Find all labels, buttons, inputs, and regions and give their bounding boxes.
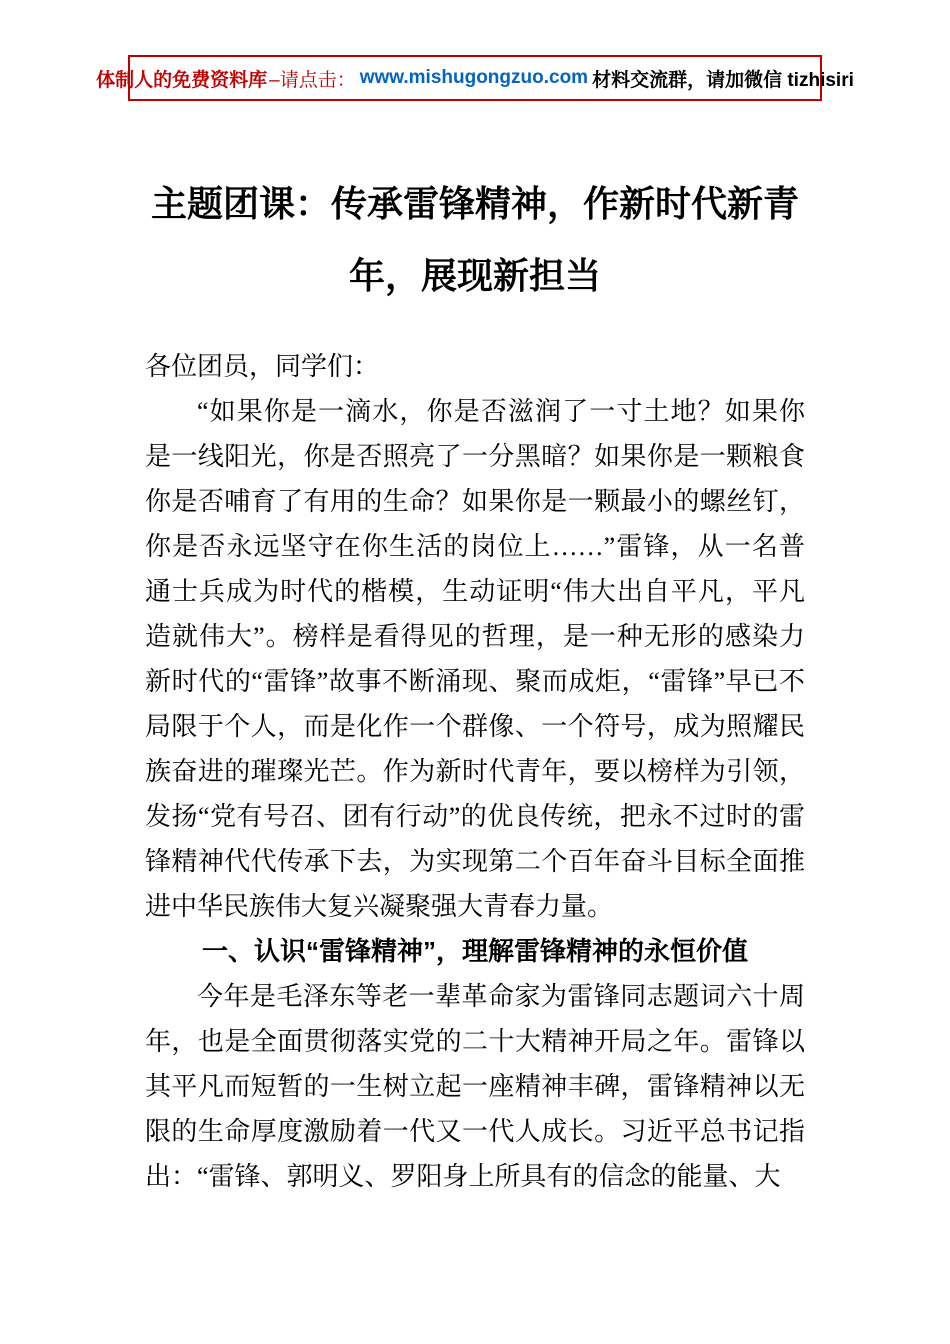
header-note: –请点击： xyxy=(269,69,356,91)
document-content xyxy=(145,168,805,1199)
section-heading-1: 一、认识“雷锋精神”，理解雷锋精神的永恒价值 xyxy=(201,936,748,966)
header-banner xyxy=(96,55,854,101)
header-suffix: 材料交流群，请加微信 tizhisiri xyxy=(592,69,854,91)
header-brand: 体制人的免费资料库 xyxy=(96,69,268,91)
document-body xyxy=(145,344,805,1199)
salutation: 各位团员，同学们： xyxy=(145,352,380,381)
paragraph-1: “如果你是一滴水，你是否滋润了一寸土地？如果你是一线阳光，你是否照亮了一分黑暗？如果你是一颗粮食你是否哺育了有用的生命？如果你是一颗最小的螺丝钉，你是否永远坚守在你生活的岗位上……”雷锋，从一名普通士兵成为时代的楷模，生动证明“伟大出自平凡，平凡造就伟大”。榜样是看得见的哲理，是一种无形的感染力新时代的“雷锋”故事不断涌现、聚而成炬，“雷锋”早已不局限于个人，而是化作一个群像、一个符号，成为照耀民族奋进的璀璨光芒。作为新时代青年，要以榜样为引领，发扬“党有号召、团有行动”的优良传统，把永不过时的雷锋精神代代传承下去，为实现第二个百年奋斗目标全面推进中华民族伟大复兴凝聚强大青春力量。 xyxy=(145,397,805,921)
header-url-link[interactable]: www.mishugongzuo.com xyxy=(359,67,589,88)
paragraph-2: 今年是毛泽东等老一辈革命家为雷锋同志题词六十周年，也是全面贯彻落实党的二十大精神开局之年。雷锋以其平凡而短暂的一生树立起一座精神丰碑，雷锋精神以无限的生命厚度激励着一代又一代人成长。习近平总书记指出：“雷锋、郭明义、罗阳身上所具有的信念的能量、大 xyxy=(145,982,805,1191)
document-title: 主题团课：传承雷锋精神，作新时代新青年，展现新担当 xyxy=(150,184,799,296)
